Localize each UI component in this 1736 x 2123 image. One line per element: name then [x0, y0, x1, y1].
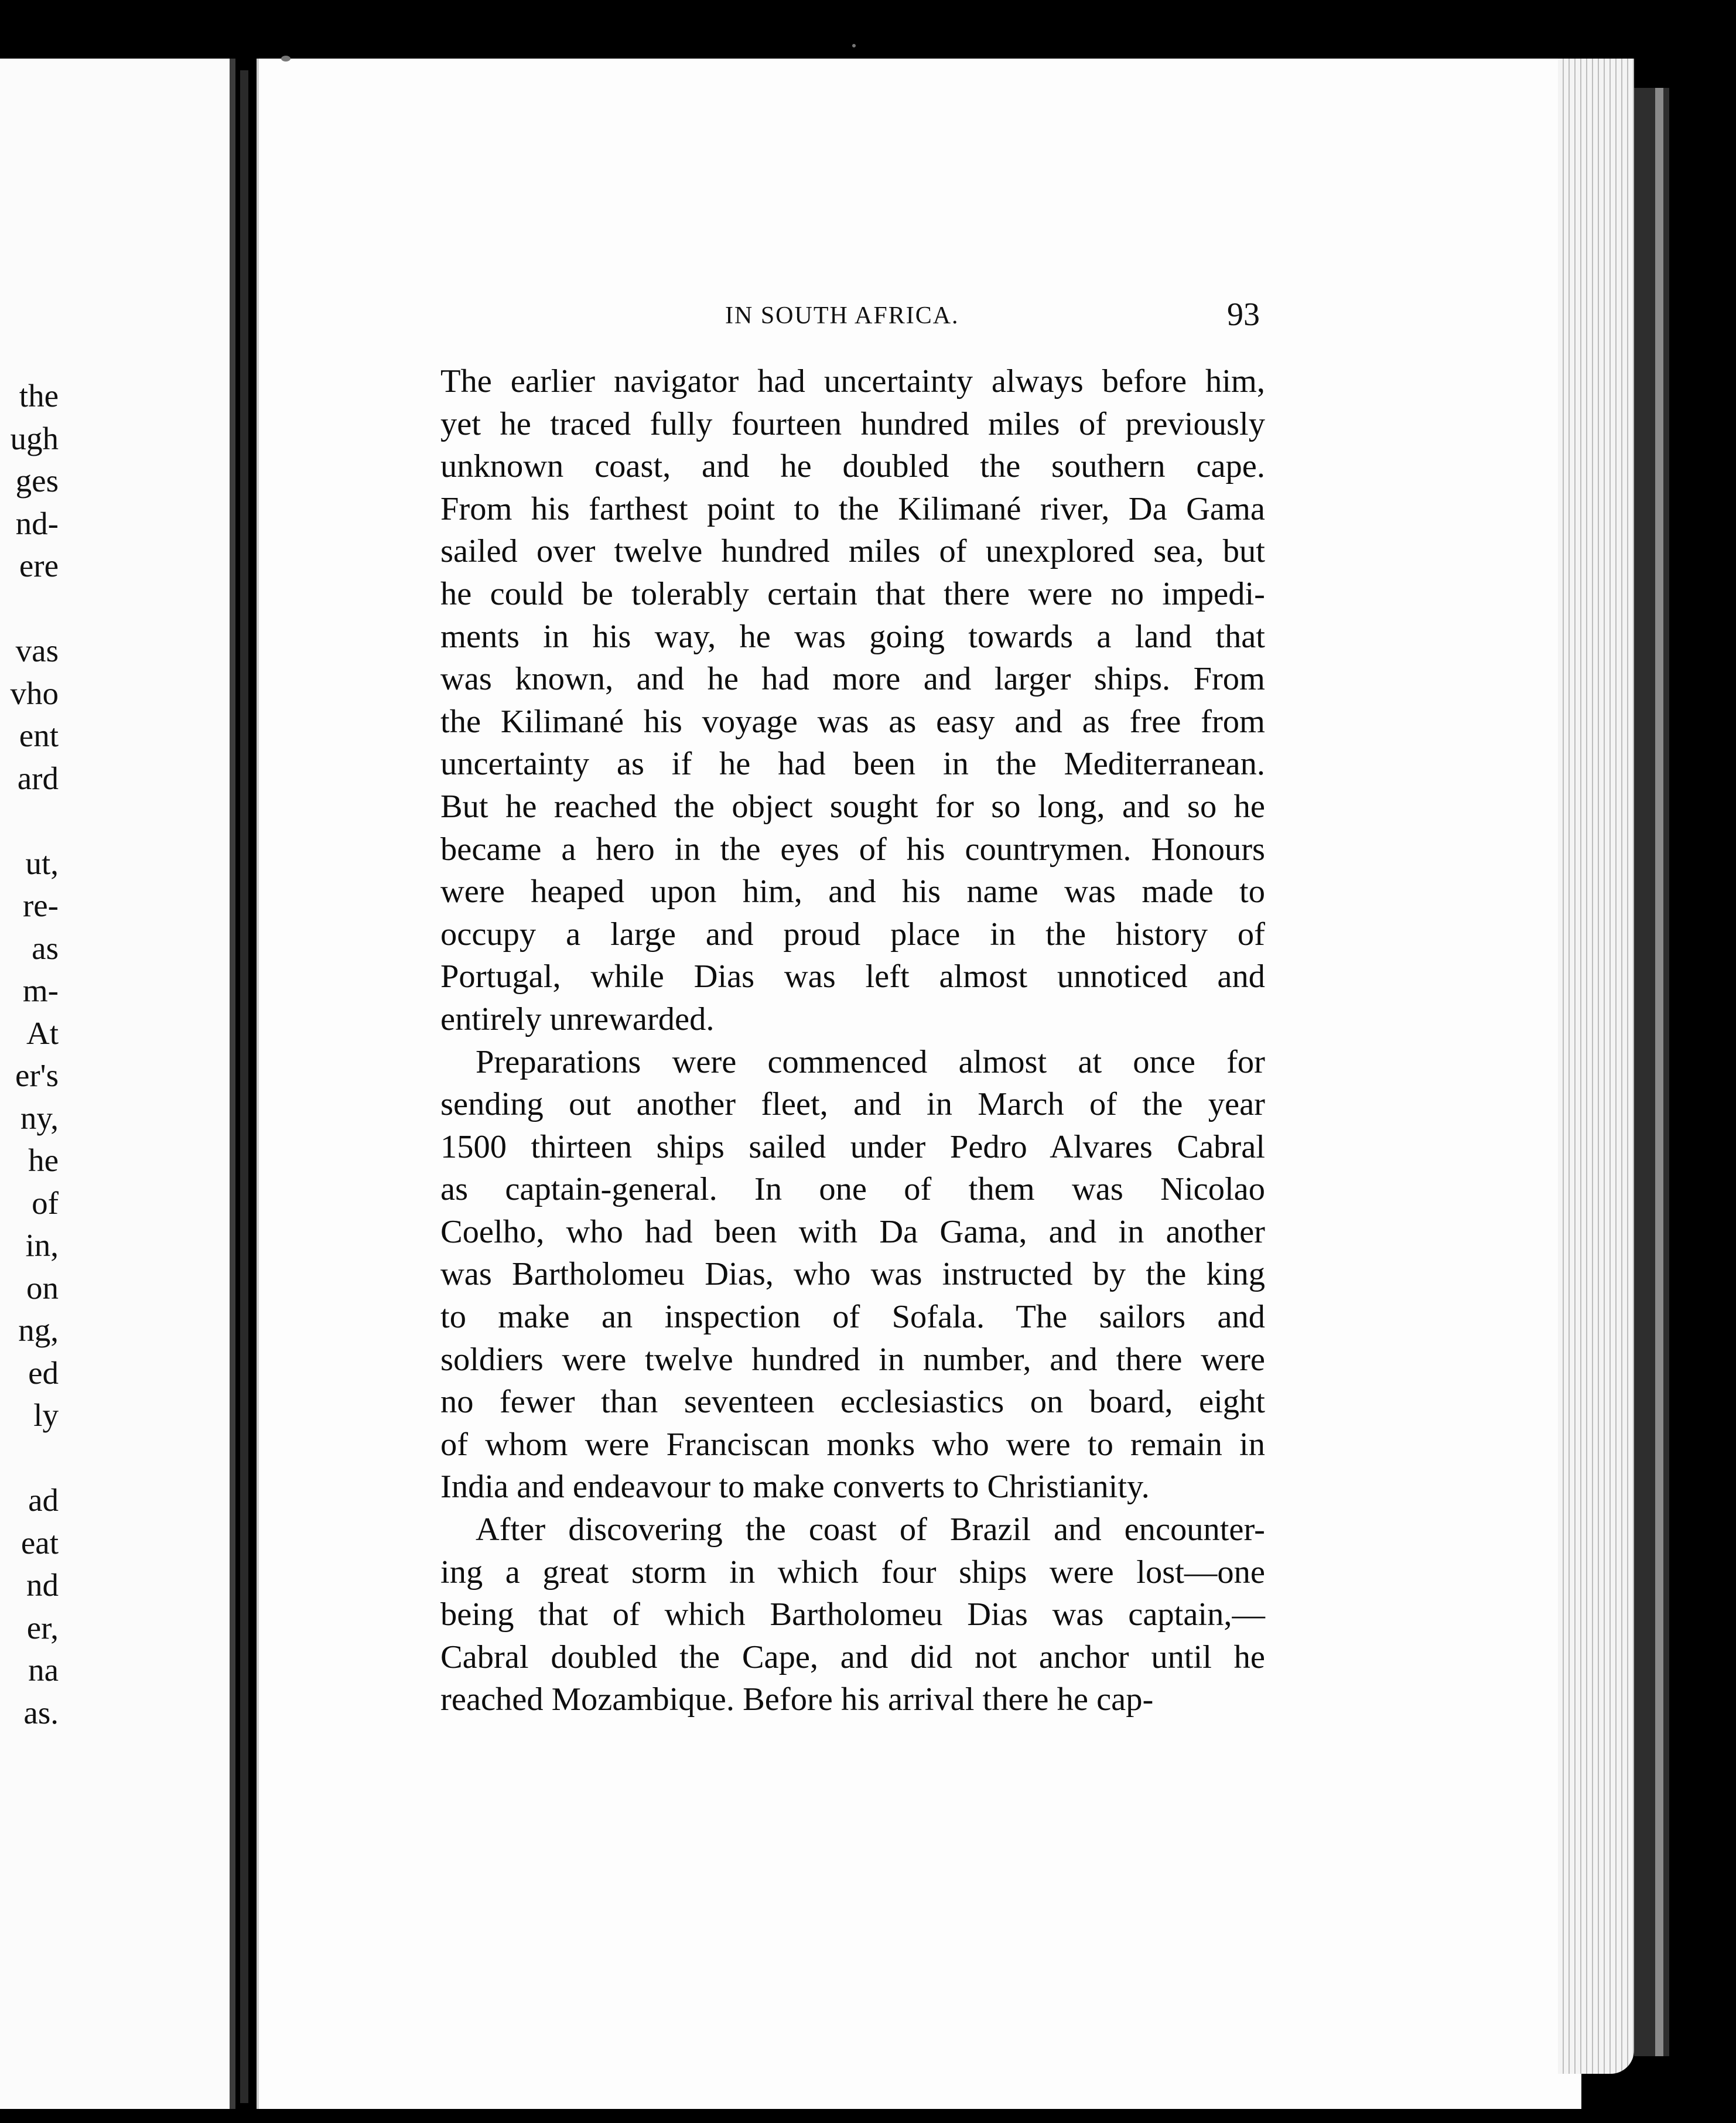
left-page-fragment: eat: [20, 1524, 59, 1561]
book-cover-edge: [1634, 88, 1669, 2056]
left-page-fragment: ere: [19, 548, 59, 583]
text-line: 1500 thirteen ships sailed under Pedro Alvares Cabral: [440, 1128, 1265, 1165]
left-page-fragment: ut,: [25, 845, 59, 881]
body-text: [440, 360, 1265, 1721]
text-line: Coelho, who had been with Da Gama, and in another: [440, 1213, 1265, 1250]
left-page-fragment: ed: [28, 1354, 59, 1391]
left-page-fragment: ad: [28, 1482, 59, 1518]
left-page-fragment: ges: [15, 463, 59, 499]
scan-speck: [852, 44, 856, 47]
text-line: as captain-general. In one of them was Nicolao: [440, 1171, 1265, 1208]
left-page-fragment: er's: [15, 1057, 59, 1093]
left-page-fragment: of: [32, 1185, 59, 1221]
scan-speck: [281, 56, 291, 62]
text-line: Portugal, while Dias was left almost unnoticed and: [440, 958, 1265, 995]
text-line: to make an inspection of Sofala. The sailors and: [440, 1299, 1265, 1336]
left-page-fragment: ng,: [18, 1312, 59, 1348]
paragraph: [440, 1041, 1265, 1509]
text-line: were heaped upon him, and his name was made to: [440, 873, 1265, 910]
text-line: being that of which Bartholomeu Dias was captain,—: [440, 1596, 1265, 1633]
gutter-shadow: [240, 70, 248, 2103]
left-page-fragment: vho: [10, 675, 59, 711]
left-page-fragment: nd-: [15, 505, 59, 541]
text-line: he could be tolerably certain that there were no impedi-: [440, 575, 1265, 612]
text-line: reached Mozambique. Before his arrival there he cap-: [440, 1681, 1154, 1718]
text-line: ments in his way, he was going towards a land that: [440, 618, 1265, 655]
paragraph: [440, 1508, 1265, 1721]
left-page-fragment: er,: [26, 1609, 59, 1646]
text-line: soldiers were twelve hundred in number, and there were: [440, 1341, 1265, 1378]
left-page-fragment: vas: [15, 633, 59, 668]
text-line: sailed over twelve hundred miles of unexplored sea, but: [440, 533, 1265, 570]
text-line: Preparations were commenced almost at once for: [476, 1043, 1265, 1080]
text-line: yet he traced fully fourteen hundred miles of previously: [440, 405, 1265, 442]
text-line: uncertainty as if he had been in the Mediterranean.: [440, 746, 1265, 783]
left-page-fragment: At: [26, 1015, 59, 1051]
text-line: unknown coast, and he doubled the southern cape.: [440, 448, 1265, 485]
page-edges: [1558, 59, 1634, 2074]
left-page-fragment: [0, 588, 59, 630]
text-line: After discovering the coast of Brazil and encounter-: [476, 1511, 1265, 1548]
text-line: The earlier navigator had uncertainty always before him,: [440, 363, 1265, 400]
left-page-fragment: ent: [19, 718, 59, 753]
text-line: sending out another fleet, and in March of the year: [440, 1086, 1265, 1123]
left-page-fragment: as: [32, 930, 59, 966]
text-line: was known, and he had more and larger ships. From: [440, 661, 1265, 698]
left-page-fragment: the: [19, 378, 59, 414]
text-line: no fewer than seventeen ecclesiastics on board, eight: [440, 1384, 1265, 1421]
text-line: From his farthest point to the Kilimané river, Da Gama: [440, 490, 1265, 527]
book-cover-highlight: [1655, 88, 1663, 2056]
left-page-fragment: na: [28, 1652, 59, 1688]
text-line: Cabral doubled the Cape, and did not anchor until he: [440, 1639, 1265, 1675]
left-page-fragment: [0, 1437, 59, 1480]
page-number: 93: [1227, 296, 1260, 333]
text-line: But he reached the object sought for so long, and so he: [440, 788, 1265, 825]
left-page-fragment: ard: [17, 760, 59, 796]
text-line: the Kilimané his voyage was as easy and as free from: [440, 703, 1265, 740]
text-line: occupy a large and proud place in the history of: [440, 916, 1265, 953]
left-page-fragment: ly: [33, 1397, 59, 1433]
left-page-fragment: in,: [25, 1227, 59, 1263]
left-page-fragment: nd: [26, 1567, 59, 1603]
left-page-fragment: m-: [22, 972, 59, 1008]
left-page-fragment: re-: [22, 888, 59, 923]
left-page-fragment: ny,: [20, 1100, 59, 1136]
left-page-text-fragments: [0, 375, 59, 1734]
left-page-fragment: ugh: [10, 420, 59, 456]
paragraph: [440, 360, 1265, 1041]
running-head: IN SOUTH AFRICA.: [725, 302, 959, 329]
left-page-fragment: he: [28, 1142, 59, 1178]
left-page-fragment: [0, 800, 59, 842]
left-page-fragment: as.: [23, 1694, 59, 1731]
left-page-fragment: on: [26, 1269, 59, 1306]
text-line: became a hero in the eyes of his countrymen. Honours: [440, 831, 1265, 868]
text-line: entirely unrewarded.: [440, 1001, 715, 1037]
text-line: of whom were Franciscan monks who were to remain in: [440, 1426, 1265, 1463]
text-line: was Bartholomeu Dias, who was instructed by the king: [440, 1256, 1265, 1293]
text-line: ing a great storm in which four ships were lost—one: [440, 1554, 1265, 1590]
text-line: India and endeavour to make converts to Christianity.: [440, 1469, 1150, 1506]
